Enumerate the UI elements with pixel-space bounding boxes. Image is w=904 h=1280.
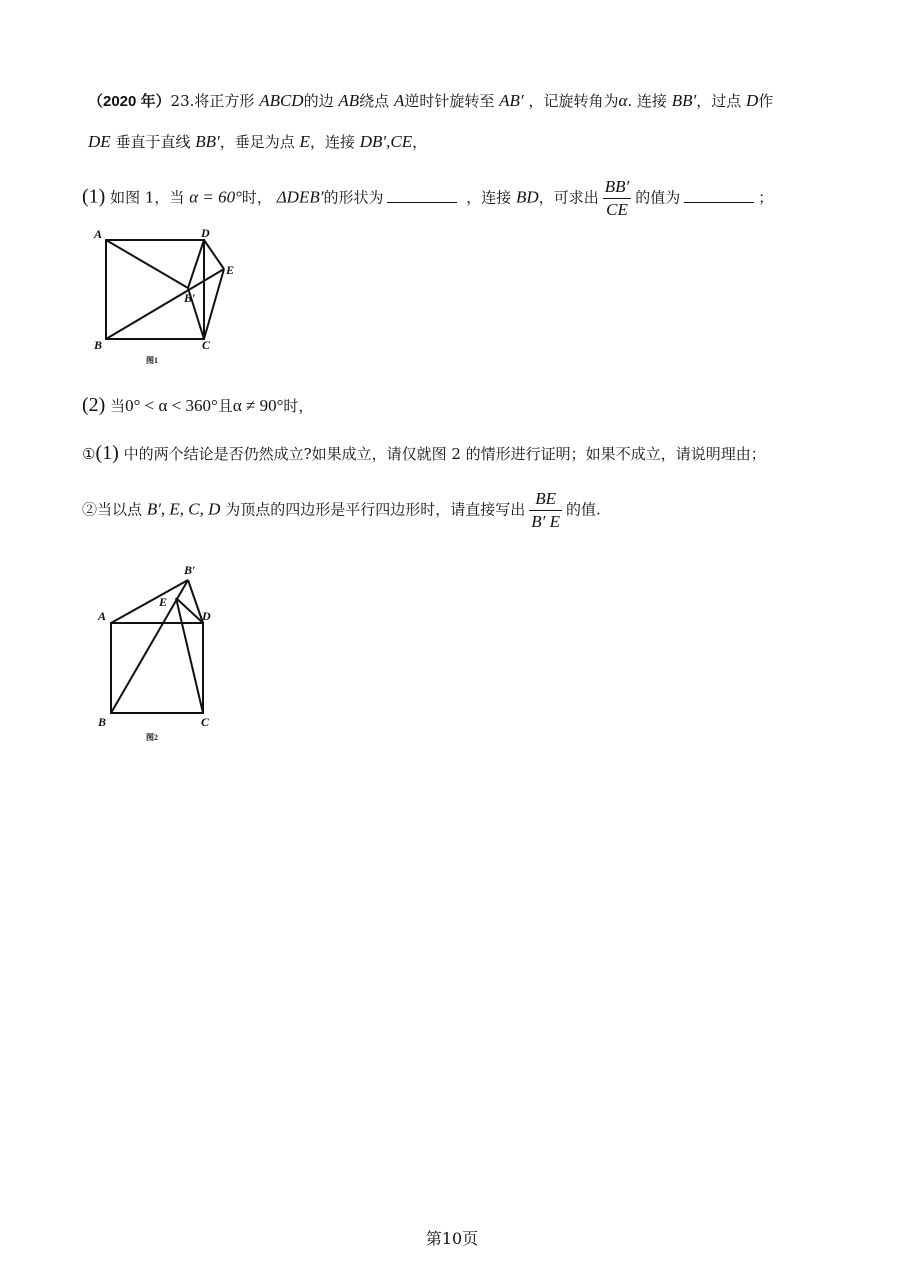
math: BD [516,187,539,207]
math: AB [338,91,360,110]
figure-2-caption: 图2 [146,733,158,742]
math: BB′ [195,132,220,151]
text: 为顶点的四边形是平行四边形时，请直接写出 [225,500,526,519]
text: 垂直于直线 [115,133,191,151]
math: D [746,91,759,110]
text: 当 [110,397,126,415]
label-D: D [201,226,210,240]
question-2 [82,488,601,533]
year-tag: （2020 年） [88,93,171,110]
text: 的值为 [635,188,681,207]
math: AB′ [499,91,524,110]
math: 0° < α < 360° [125,396,218,415]
fraction-denominator: B′ E [531,512,560,531]
text: ； [758,188,774,207]
math: BB′ [671,91,697,110]
figure-1 [86,222,256,372]
part-label: (1) [82,185,106,208]
figure-2 [86,558,236,748]
fraction [603,176,632,221]
text: ，记旋转角为 [528,92,619,110]
label-B-prime: B′ [184,291,196,305]
math: A [393,91,405,110]
text: ，连接 [309,133,355,151]
math: DB′,CE [359,132,413,151]
text: ，垂足为点 [219,133,295,151]
text: 当以点 [97,500,143,519]
circle-number: ② [82,500,98,519]
text: 的边 [303,92,334,110]
text: ，可求出 [538,188,599,207]
text: 逆时针旋转至 [404,92,495,110]
text: 时， [241,188,272,207]
fraction-numerator: BE [529,488,562,511]
text: 将正方形 [194,92,255,110]
math: ABCD [259,91,304,110]
label-E: E [159,595,168,609]
text: 且 [217,397,233,415]
figure-2-lines [111,580,203,713]
label-B-prime: B′ [184,563,196,577]
problem-line-2 [88,130,427,154]
text: 时， [283,397,314,415]
question-1 [82,439,766,468]
math: DE [88,132,111,151]
text: 绕点 [359,92,390,110]
circle-number: ① [82,445,96,463]
math: α ≠ 90° [232,396,284,415]
label-E: E [226,263,235,277]
text: 中的两个结论是否仍然成立?如果成立，请仅就图 2 的情形进行证明；如果不成立，请说明理由； [123,445,766,463]
math: E [299,132,310,151]
text: ，过点 [696,92,742,110]
part-label: (2) [82,394,106,416]
answer-blank[interactable] [387,188,457,203]
label-C: C [202,338,211,352]
label-B: B [98,715,107,729]
page-number: 第10页 [425,1229,479,1248]
label-C: C [201,715,210,729]
text: . 连接 [627,92,667,110]
math: B′, E, C, D [146,499,221,519]
figure-1-caption: 图1 [146,356,158,365]
problem-line-1 [88,89,773,114]
text: ，连接 [466,188,512,207]
label-D: D [202,609,211,623]
fraction-numerator: BB′ [603,176,632,199]
figure-1-lines [106,240,224,339]
fraction [529,488,562,533]
fraction-denominator: CE [606,200,628,219]
part-label: (1) [95,442,119,464]
text: 作 [758,92,774,110]
part-1 [82,176,773,221]
part-2 [82,391,313,420]
problem-number: 23. [170,92,195,110]
math: α [618,91,628,110]
math: ΔDEB′ [276,187,324,207]
label-B: B [94,338,103,352]
text: 的值. [565,500,601,519]
text: ， [412,133,428,151]
label-A: A [94,227,103,241]
math: α = 60° [189,187,242,207]
label-A: A [98,609,107,623]
text: 如图 1，当 [110,188,185,207]
answer-blank[interactable] [684,188,754,203]
text: 的形状为 [323,188,384,207]
